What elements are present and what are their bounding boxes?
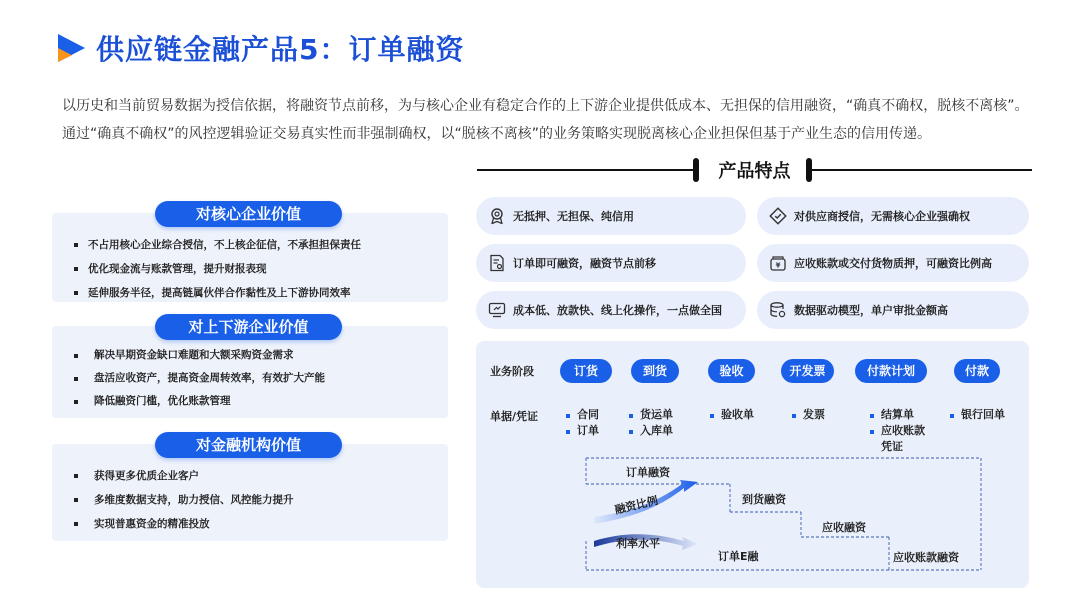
award-icon — [488, 207, 506, 225]
product-receivable-financing: 应收融资 — [822, 521, 866, 534]
title-bar — [54, 28, 464, 68]
doc-item: 应收账款 — [870, 423, 925, 439]
core-enterprise-value-list — [74, 233, 361, 305]
product-order-e-financing: 订单E融 — [718, 550, 759, 563]
diamond-check-icon — [769, 207, 787, 225]
feature-card — [476, 197, 746, 235]
intro-paragraph: 以历史和当前贸易数据为授信依据，将融资节点前移，为与核心企业有稳定合作的上下游企业提供低成本、无担保的信用融资，“确真不确权，脱核不离核”。通过“确真不确权”的风控逻辑验证交易真实性而非强制确权，以“脱核不离核”的业务策略实现脱离核心企业担保但基于产业生态的信用传递。 — [62, 98, 1029, 142]
product-order-financing: 订单融资 — [626, 466, 670, 479]
list-item: 多维度数据支持，助力授信、风控能力提升 — [74, 488, 294, 512]
feature-card — [757, 291, 1029, 329]
invoice-stack-icon — [769, 254, 787, 272]
list-item: 获得更多优质企业客户 — [74, 464, 294, 488]
feature-card — [757, 244, 1029, 282]
list-item: 盘活应收资产，提高资金周转效率，有效扩大产能 — [74, 367, 325, 390]
doc-item: 验收单 — [710, 407, 754, 423]
doc-item: 结算单 — [870, 407, 925, 423]
screen-icon — [488, 301, 506, 319]
core-enterprise-value-title: 对核心企业价值 — [155, 201, 342, 227]
doc-item: 银行回单 — [950, 407, 1005, 423]
list-item: 延伸服务半径，提高链属伙伴合作黏性及上下游协同效率 — [74, 281, 361, 305]
interest-rate-label: 利率水平 — [616, 537, 660, 550]
play-logo-icon — [54, 31, 88, 65]
stage-acceptance: 验收 — [708, 359, 755, 383]
list-item: 解决早期资金缺口难题和大额采购资金需求 — [74, 344, 325, 367]
stage-payment: 付款 — [954, 359, 1000, 383]
feature-text: 数据驱动模型，单户审批金额高 — [794, 304, 948, 317]
stage-payment-plan: 付款计划 — [855, 359, 927, 383]
feature-card — [476, 244, 746, 282]
list-item: 实现普惠资金的精准投放 — [74, 512, 294, 536]
doc-item: 订单 — [566, 423, 599, 439]
feature-text: 对供应商授信，无需核心企业强确权 — [794, 210, 970, 223]
feature-card — [476, 291, 746, 329]
list-item: 优化现金流与账款管理，提升财报表现 — [74, 257, 361, 281]
financial-institution-value-list — [74, 464, 294, 536]
feature-text: 应收账款或交付货物质押，可融资比例高 — [794, 257, 992, 270]
doc-item: 发票 — [792, 407, 825, 423]
financial-institution-value-title: 对金融机构价值 — [155, 432, 342, 458]
doc-item: 合同 — [566, 407, 599, 423]
upstream-downstream-value-title: 对上下游企业价值 — [155, 314, 342, 340]
features-header — [477, 150, 1032, 190]
database-icon — [769, 301, 787, 319]
financial-institution-value-block — [52, 444, 448, 541]
stage-invoice: 开发票 — [781, 359, 834, 383]
feature-text: 无抵押、无担保、纯信用 — [513, 210, 634, 223]
product-arrival-financing: 到货融资 — [742, 493, 786, 506]
stage-arrival: 到货 — [631, 359, 679, 383]
list-item: 不占用核心企业综合授信，不上核企征信，不承担担保责任 — [74, 233, 361, 257]
feature-text: 成本低、放款快、线上化操作，一点做全国 — [513, 304, 722, 317]
finance-ratio-label: 融资比例 — [613, 494, 660, 517]
stage-row-label: 业务阶段 — [490, 365, 534, 378]
doc-item: 货运单 — [629, 407, 673, 423]
doc-item: 入库单 — [629, 423, 673, 439]
stage-order: 订货 — [560, 359, 612, 383]
doc-item: 凭证 — [881, 440, 903, 453]
page-title: 供应链金融产品5：订单融资 — [96, 33, 465, 66]
business-flow-panel — [476, 341, 1029, 588]
upstream-downstream-value-list — [74, 344, 325, 413]
list-item: 降低融资门槛，优化账款管理 — [74, 390, 325, 413]
feature-text: 订单即可融资，融资节点前移 — [513, 257, 656, 270]
svg-text:¥: ¥ — [775, 261, 781, 270]
feature-card — [757, 197, 1029, 235]
document-icon — [488, 254, 506, 272]
features-title: 产品特点 — [718, 161, 791, 182]
product-receivables-financing: 应收账款融资 — [893, 551, 959, 564]
docs-row-label: 单据/凭证 — [490, 410, 539, 423]
